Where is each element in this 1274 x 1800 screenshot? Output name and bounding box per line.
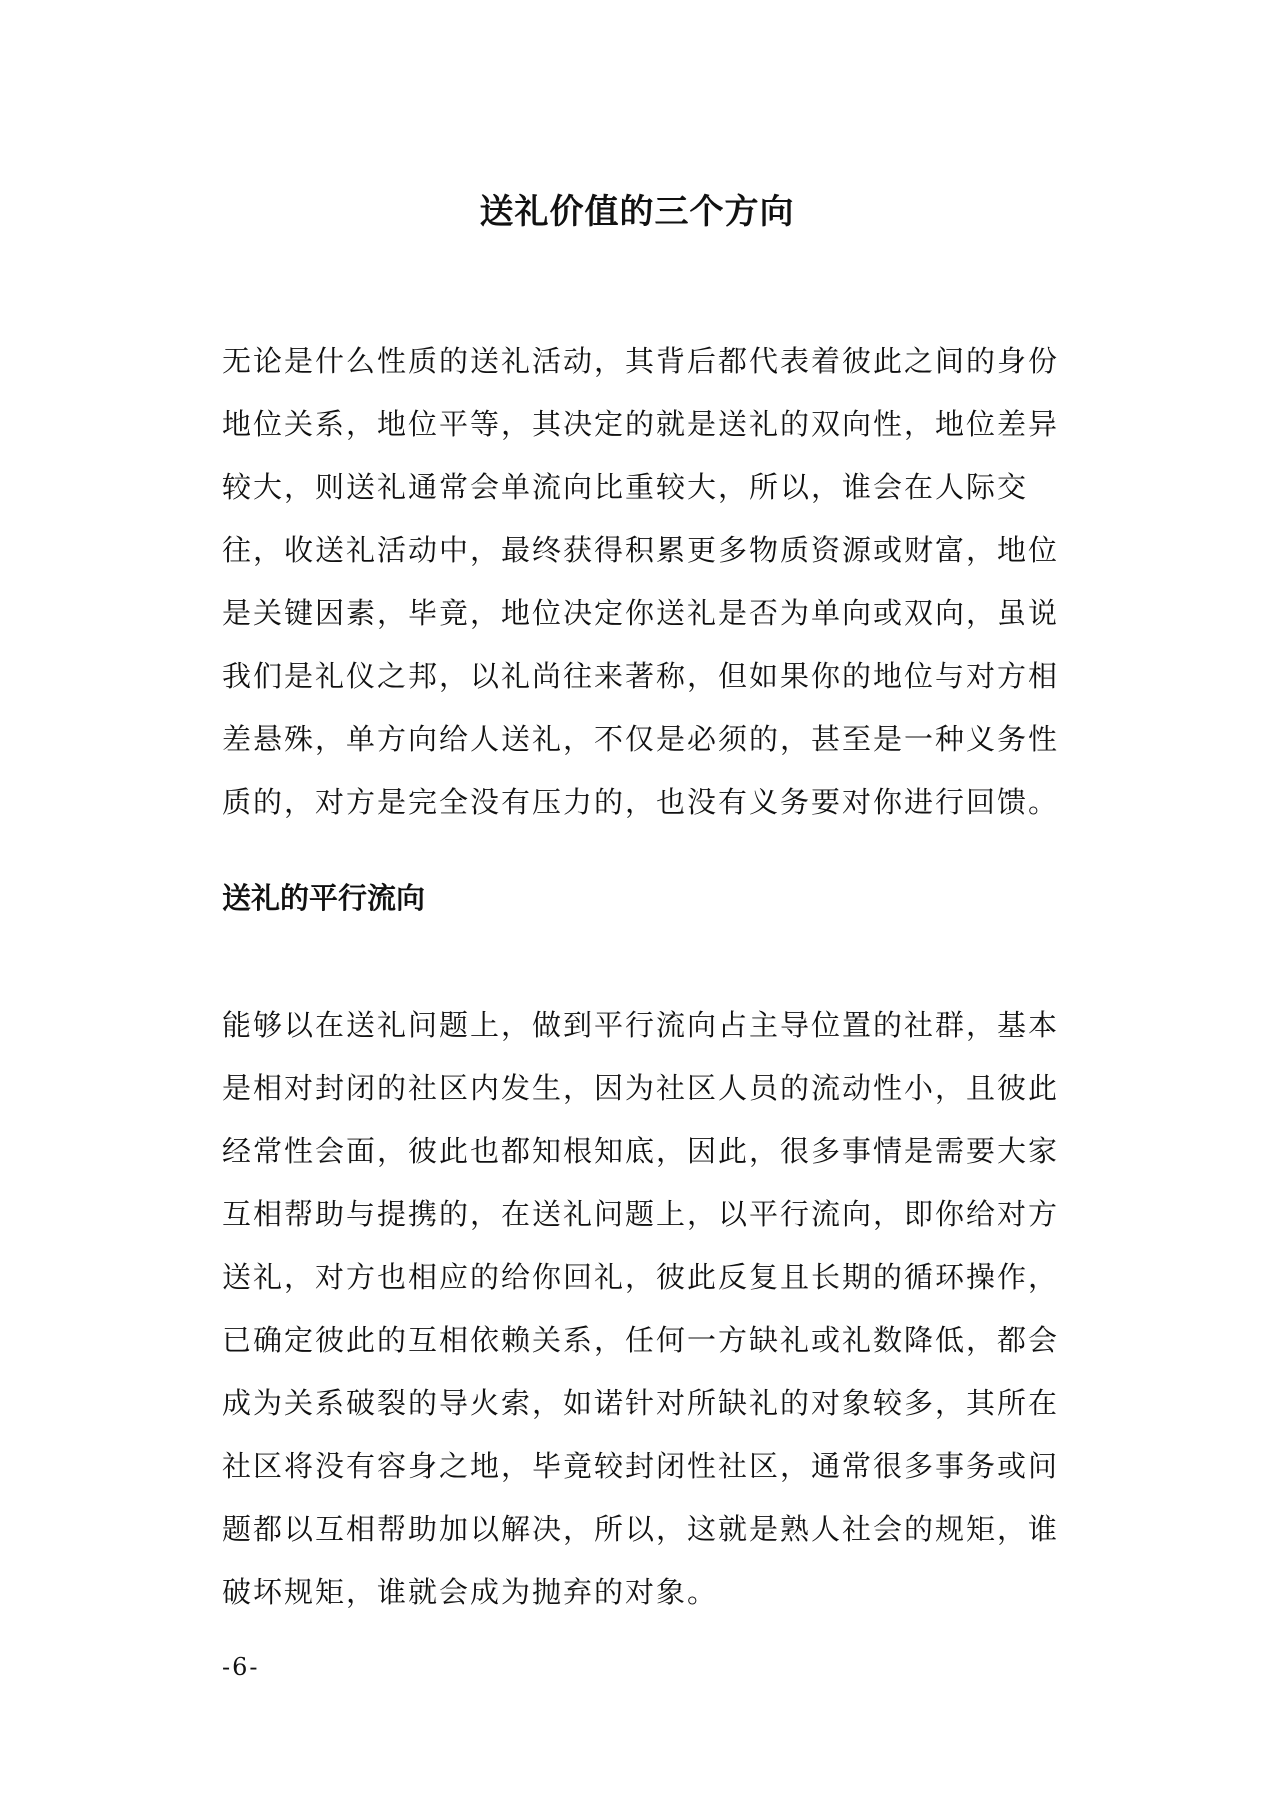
page-title: 送礼价值的三个方向 <box>479 192 795 232</box>
page-number: -6- <box>222 1653 260 1681</box>
section-paragraph: 能够以在送礼问题上，做到平行流向占主导位置的社群，基本是相对封闭的社区内发生，因为社区人员的流动性小，且彼此经常性会面，彼此也都知根知底，因此，很多事情是需要大家互相帮助与提携的，在送礼问题上，以平行流向，即你给对方送礼，对方也相应的给你回礼，彼此反复且长期的循环操作，已确定彼此的互相依赖关系，任何一方缺礼或礼数降低，都会成为关系破裂的导火索，如诺针对所缺礼的对象较多，其所在社区将没有容身之地，毕竟较封闭性社区，通常很多事务或问题都以互相帮助加以解决，所以，这就是熟人社会的规矩，谁破坏规矩，谁就会成为抛弃的对象。 <box>222 1008 1060 1609</box>
intro-paragraph: 无论是什么性质的送礼活动，其背后都代表着彼此之间的身份地位关系，地位平等，其决定的就是送礼的双向性，地位差异较大，则送礼通常会单流向比重较大，所以，谁会在人际交往，收送礼活动中，最终获得积累更多物质资源或财富，地位是关键因素，毕竟，地位决定你送礼是否为单向或双向，虽说我们是礼仪之邦，以礼尚往来著称，但如果你的地位与对方相差悬殊，单方向给人送礼，不仅是必须的，甚至是一种义务性质的，对方是完全没有压力的，也没有义务要对你进行回馈。 <box>222 344 1060 819</box>
section-heading: 送礼的平行流向 <box>222 881 426 915</box>
